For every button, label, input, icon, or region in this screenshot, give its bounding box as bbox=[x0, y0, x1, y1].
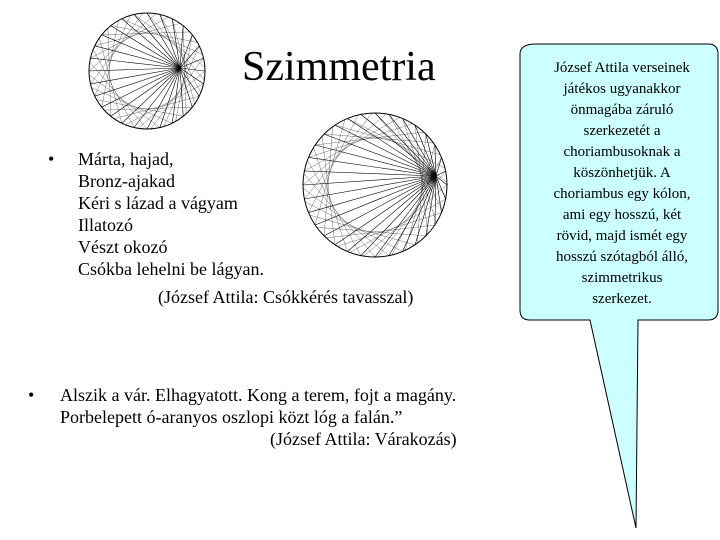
callout-line: szerkezet. bbox=[592, 291, 652, 307]
callout-line: József Attila verseinek bbox=[554, 60, 690, 76]
callout-line: szimmetrikus bbox=[581, 270, 663, 286]
poem-line: Csókba lehelni be lágyan. bbox=[78, 259, 264, 279]
callout-line: játékos ugyanakkor bbox=[563, 81, 681, 97]
poem-attribution: (József Attila: Csókkérés tavasszal) bbox=[158, 287, 414, 307]
callout-line: ami egy hosszú, két bbox=[562, 207, 682, 223]
callout-line: hosszú szótagból álló, bbox=[555, 249, 689, 265]
poem-line: Illatozó bbox=[78, 215, 133, 235]
callout-line: köszönhetjük. A bbox=[573, 165, 671, 181]
callout-line: choriambus egy kólon, bbox=[553, 186, 691, 202]
callout-line: szerkezetét a bbox=[583, 123, 661, 139]
poem-line: Porbelepett ó-aranyos oszlopi közt lóg a falán.” bbox=[60, 407, 403, 427]
poem-line: Alszik a vár. Elhagyatott. Kong a terem, fojt a magány. bbox=[60, 385, 457, 405]
poem-line: Márta, hajad, bbox=[78, 149, 174, 169]
poem-attribution: (József Attila: Várakozás) bbox=[270, 429, 457, 449]
bullet-point: • bbox=[28, 385, 35, 405]
poem-line: Vészt okozó bbox=[78, 237, 168, 257]
callout-line: choriambusoknak a bbox=[563, 144, 681, 160]
callout-text bbox=[528, 58, 716, 310]
callout-line: rövid, majd ismét egy bbox=[556, 228, 688, 244]
slide-title: Szimmetria bbox=[242, 44, 436, 90]
poem-line: Bronz-ajakad bbox=[78, 171, 175, 191]
callout-line: önmagába záruló bbox=[570, 102, 674, 118]
poem-line: Kéri s lázad a vágyam bbox=[78, 193, 238, 213]
bullet-point: • bbox=[48, 149, 55, 169]
